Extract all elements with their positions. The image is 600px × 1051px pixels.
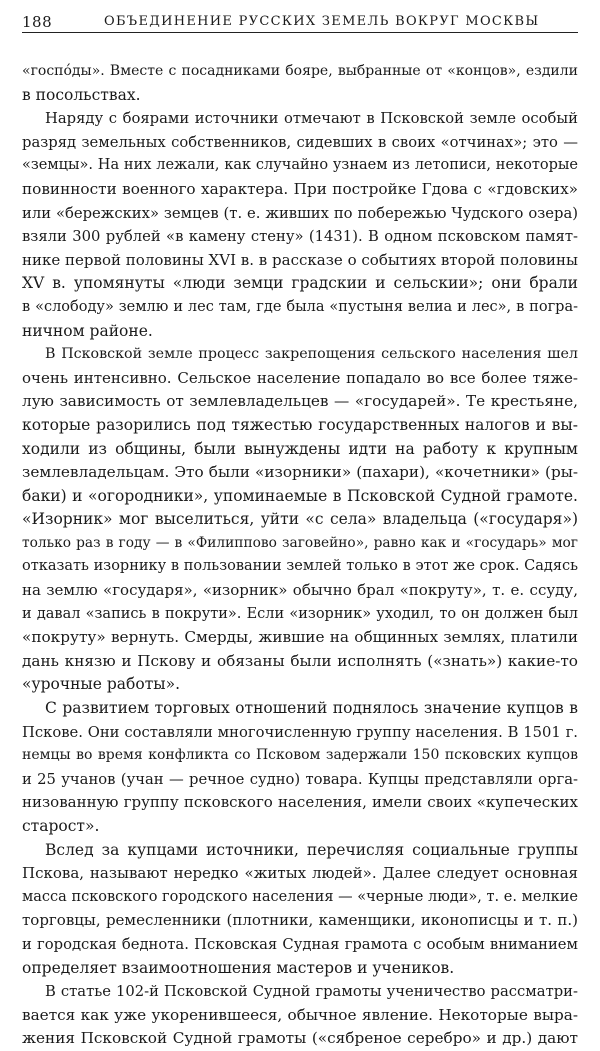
text-line: «урочные работы». — [22, 675, 181, 694]
text-line: и давал «запись в покрути». Если «изорник» уходил, то он должен был — [22, 605, 578, 622]
text-line: отказать изорнику в пользовании землей только в этот же срок. Садясь — [22, 558, 578, 575]
text-line: «земцы». На них лежали, как случайно узнаем из летописи, некоторые — [22, 157, 578, 174]
text-line: старост». — [22, 817, 100, 835]
text-line: в «слободу» землю и лес там, где была «пустыня велиа и лес», в погра- — [22, 298, 578, 315]
text-line: в посольствах. — [22, 85, 141, 104]
text-line: Пскова, называют нередко «житых людей». Далее следует основная — [22, 864, 578, 883]
text-line: С развитием торговых отношений поднялось значение купцов в — [45, 699, 578, 718]
text-line: ничном районе. — [22, 321, 153, 340]
text-line: XV в. упомянуты «люди земци градскии и сельскии»; они брали — [22, 274, 578, 293]
text-line: разряд земельных собственников, сидевших в своих «отчинах»; это — — [22, 133, 578, 151]
text-line: жения Псковской Судной грамоты («сябреное серебро» и др.) дают — [22, 1029, 578, 1048]
body-text — [22, 60, 578, 1051]
text-line: «Изорник» мог выселиться, уйти «с села» владельца («государя») — [22, 510, 578, 529]
text-line: нике первой половины XVI в. в рассказе о событиях второй половины — [22, 250, 578, 269]
text-line: «покруту» вернуть. Смерды, жившие на общинных землях, платили — [22, 628, 578, 647]
text-line: «госпóды». Вместе с посадниками бояре, выбранные от «концов», ездили — [22, 63, 578, 79]
running-header — [22, 10, 578, 33]
text-line: В Псковской земле процесс закрепощения сельского населения шел — [45, 346, 578, 363]
text-line: на землю «государя», «изорник» обычно брал «покруту», т. е. ссуду, — [22, 581, 578, 600]
text-line: В статье 102-й Псковской Судной грамоты ученичество рассматри- — [45, 983, 578, 1001]
text-line: немцы во время конфликта со Псковом задержали 150 псковских купцов — [22, 747, 578, 764]
text-line: и городская беднота. Псковская Судная грамота с особым вниманием — [22, 935, 578, 953]
text-line: определяет взаимоотношения мастеров и учеников. — [22, 958, 455, 977]
text-line: землевладельцам. Это были «изорники» (пахари), «кочетники» (ры- — [22, 463, 578, 482]
text-line: Наряду с боярами источники отмечают в Псковской земле особый — [45, 110, 578, 128]
text-line: баки) и «огородники», упоминаемые в Псковской Судной грамоте. — [22, 486, 578, 505]
text-line: лую зависимость от землевладельцев — «государей». Те крестьяне, — [22, 392, 578, 411]
text-line: очень интенсивно. Сельское население попадало во все более тяже- — [22, 368, 578, 387]
text-line: вается как уже укоренившееся, обычное явление. Некоторые выра- — [22, 1005, 578, 1024]
text-line: Вслед за купцами источники, перечисляя социальные группы — [45, 840, 578, 859]
text-line: низованную группу псковского населения, имели своих «купеческих — [22, 793, 578, 812]
text-line: ходили из общины, были вынуждены идти на работу к крупным — [22, 439, 578, 458]
text-line: дань князю и Пскову и обязаны были исполнять («знать») какие-то — [22, 651, 578, 670]
text-line: которые разорились под тяжестью государственных налогов и вы- — [22, 415, 578, 434]
text-line: повинности военного характера. При постройке Гдова с «гдовских» — [22, 179, 578, 198]
running-title: ОБЪЕДИНЕНИЕ РУССКИХ ЗЕМЕЛЬ ВОКРУГ МОСКВЫ — [104, 14, 540, 29]
text-line: взяли 300 рублей «в камену стену» (1431). В одном псковском памят- — [22, 228, 578, 246]
text-line: только раз в году — в «Филиппово заговейно», равно как и «государь» мог — [22, 534, 578, 551]
text-line: Пскове. Они составляли многочисленную группу населения. В 1501 г. — [22, 723, 578, 741]
text-line: или «бережских» земцев (т. е. живших по побережью Чудского озера) — [22, 204, 578, 222]
page-number: 188 — [22, 13, 53, 31]
text-line: масса псковского городского населения — «черные люди», т. е. мелкие — [22, 888, 578, 905]
text-line: торговцы, ремесленники (плотники, каменщики, иконописцы и т. п.) — [22, 911, 578, 930]
text-line: и 25 учанов (учан — речное судно) товара. Купцы представляли орга- — [22, 770, 578, 788]
